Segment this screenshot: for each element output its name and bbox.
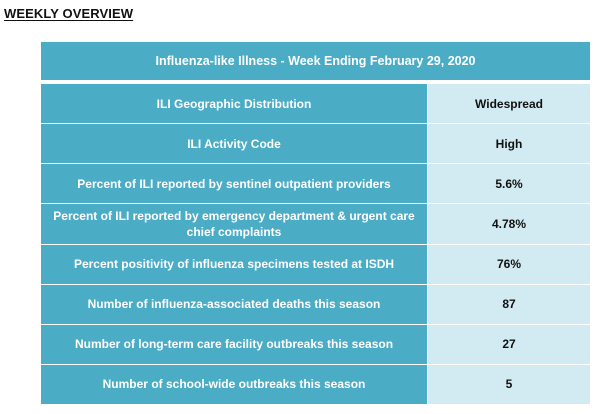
table-title: Influenza-like Illness - Week Ending February 29, 2020 <box>41 42 590 80</box>
row-label-sentinel-providers: Percent of ILI reported by sentinel outpatient providers <box>41 164 427 203</box>
weekly-overview-table <box>41 42 590 404</box>
row-label-geographic-distribution: ILI Geographic Distribution <box>41 84 427 123</box>
row-label-percent-positivity: Percent positivity of influenza specimens tested at ISDH <box>41 245 427 284</box>
table-row <box>41 324 590 364</box>
table-row <box>41 244 590 284</box>
table-row <box>41 364 590 404</box>
row-label-emergency-department: Percent of ILI reported by emergency department & urgent care chief complaints <box>41 204 427 243</box>
row-value-geographic-distribution: Widespread <box>427 84 590 123</box>
row-value-activity-code: High <box>427 124 590 163</box>
row-value-sentinel-providers: 5.6% <box>427 164 590 203</box>
row-value-deaths: 87 <box>427 285 590 324</box>
table-row <box>41 203 590 243</box>
row-label-school-outbreaks: Number of school-wide outbreaks this season <box>41 365 427 404</box>
table-row <box>41 284 590 324</box>
section-heading: WEEKLY OVERVIEW <box>4 6 134 21</box>
table-row <box>41 123 590 163</box>
row-value-percent-positivity: 76% <box>427 245 590 284</box>
row-value-ltc-outbreaks: 27 <box>427 325 590 364</box>
table-row <box>41 84 590 123</box>
row-label-ltc-outbreaks: Number of long-term care facility outbreaks this season <box>41 325 427 364</box>
row-label-deaths: Number of influenza-associated deaths this season <box>41 285 427 324</box>
table-row <box>41 163 590 203</box>
row-label-activity-code: ILI Activity Code <box>41 124 427 163</box>
row-value-emergency-department: 4.78% <box>427 204 590 243</box>
row-value-school-outbreaks: 5 <box>427 365 590 404</box>
